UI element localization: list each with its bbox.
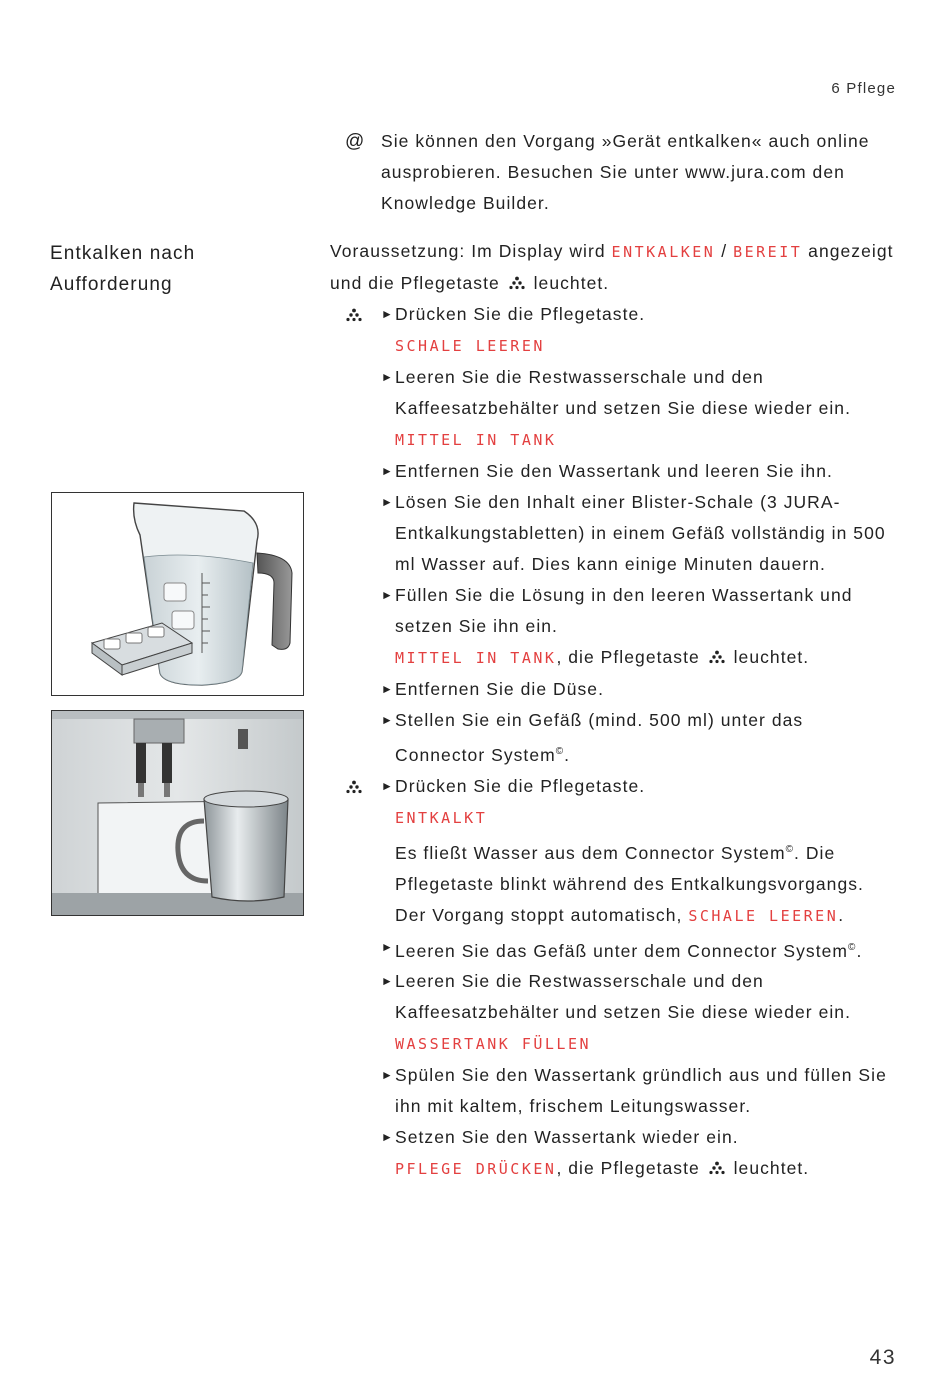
step-1: ► Drücken Sie die Pflegetaste. — [330, 299, 897, 330]
tip-text: Sie können den Vorgang »Gerät entkalken« auch online ausprobieren. Besuchen Sie unter www.jura.com den Knowledge Builder. — [381, 131, 870, 213]
display-line: ENTKALKT — [395, 808, 488, 827]
step-8: ► Drücken Sie die Pflegetaste. — [330, 771, 897, 802]
care-button-icon — [346, 780, 362, 794]
at-icon: @ — [345, 131, 366, 152]
figure-connector-system — [51, 710, 304, 916]
step-10: ► Leeren Sie die Restwasserschale und den Kaffeesatzbehälter und setzen Sie diese wieder ein. — [330, 966, 897, 1028]
arrow-bullet-icon: ► — [381, 778, 394, 793]
arrow-bullet-icon: ► — [381, 682, 394, 696]
care-button-icon — [346, 308, 362, 322]
step-9: ► Leeren Sie das Gefäß unter dem Connector System©. — [330, 932, 897, 967]
display-text-entkalken: ENTKALKEN — [611, 243, 716, 261]
display-line: MITTEL IN TANK, die Pflegetaste leuchtet. — [395, 647, 810, 667]
arrow-bullet-icon: ► — [381, 1068, 394, 1083]
step-5: ► Füllen Sie die Lösung in den leeren Wassertank und setzen Sie ihn ein. — [330, 580, 897, 642]
arrow-bullet-icon: ► — [381, 939, 394, 954]
step-7: ► Stellen Sie ein Gefäß (mind. 500 ml) unter das Connector System©. — [330, 705, 897, 771]
instructions — [330, 236, 897, 1185]
sidebar-section-title — [50, 238, 195, 300]
coffee-machine-illustration — [52, 711, 303, 915]
display-line: PFLEGE DRÜCKEN, die Pflegetaste leuchtet. — [395, 1158, 810, 1179]
display-line: WASSERTANK FÜLLEN — [395, 1035, 592, 1054]
arrow-bullet-icon: ► — [381, 974, 394, 989]
care-button-icon — [509, 276, 525, 290]
arrow-bullet-icon: ► — [381, 464, 394, 478]
display-line: MITTEL IN TANK — [395, 431, 557, 449]
step-6: ► Entfernen Sie die Düse. — [330, 674, 897, 705]
arrow-bullet-icon: ► — [381, 588, 394, 602]
step-11: ► Spülen Sie den Wassertank gründlich aus und füllen Sie ihn mit kaltem, frischem Leitungswasser. — [330, 1060, 897, 1122]
online-tip — [345, 126, 897, 219]
measuring-jug-illustration — [52, 493, 303, 695]
step-4: ► Lösen Sie den Inhalt einer Blister-Schale (3 JURA-Entkalkungstabletten) in einem Gefäß vollständig in 500 ml Wasser auf. Dies kann einige Minuten dauern. — [330, 487, 897, 580]
section-header: 6 Pflege — [831, 80, 896, 97]
arrow-bullet-icon: ► — [381, 713, 394, 727]
sidebar-title-line2: Aufforderung — [50, 274, 173, 295]
arrow-bullet-icon: ► — [381, 1130, 394, 1145]
arrow-bullet-icon: ► — [381, 370, 394, 384]
display-text-bereit: BEREIT — [733, 243, 803, 261]
info-paragraph: Es fließt Wasser aus dem Connector System©. Die Pflegetaste blinkt während des Entkalkungsvorgangs. — [395, 842, 864, 894]
prerequisite: Voraussetzung: Im Display wird ENTKALKEN / BEREIT angezeigt und die Pflegetaste leuchtet. — [330, 241, 894, 293]
step-12: ► Setzen Sie den Wassertank wieder ein. — [330, 1122, 897, 1153]
page-number: 43 — [869, 1346, 896, 1369]
figure-measuring-jug — [51, 492, 304, 696]
arrow-bullet-icon: ► — [381, 495, 394, 509]
step-3: ► Entfernen Sie den Wassertank und leeren Sie ihn. — [330, 456, 897, 487]
display-line: SCHALE LEEREN — [395, 337, 545, 355]
info-paragraph: Der Vorgang stoppt automatisch, SCHALE LEEREN. — [395, 904, 845, 925]
care-button-icon — [709, 650, 725, 664]
arrow-bullet-icon: ► — [381, 307, 394, 321]
sidebar-title-line1: Entkalken nach — [50, 243, 196, 264]
care-button-icon — [709, 1161, 725, 1175]
step-2: ► Leeren Sie die Restwasserschale und den Kaffeesatzbehälter und setzen Sie diese wieder ein. — [330, 362, 897, 424]
